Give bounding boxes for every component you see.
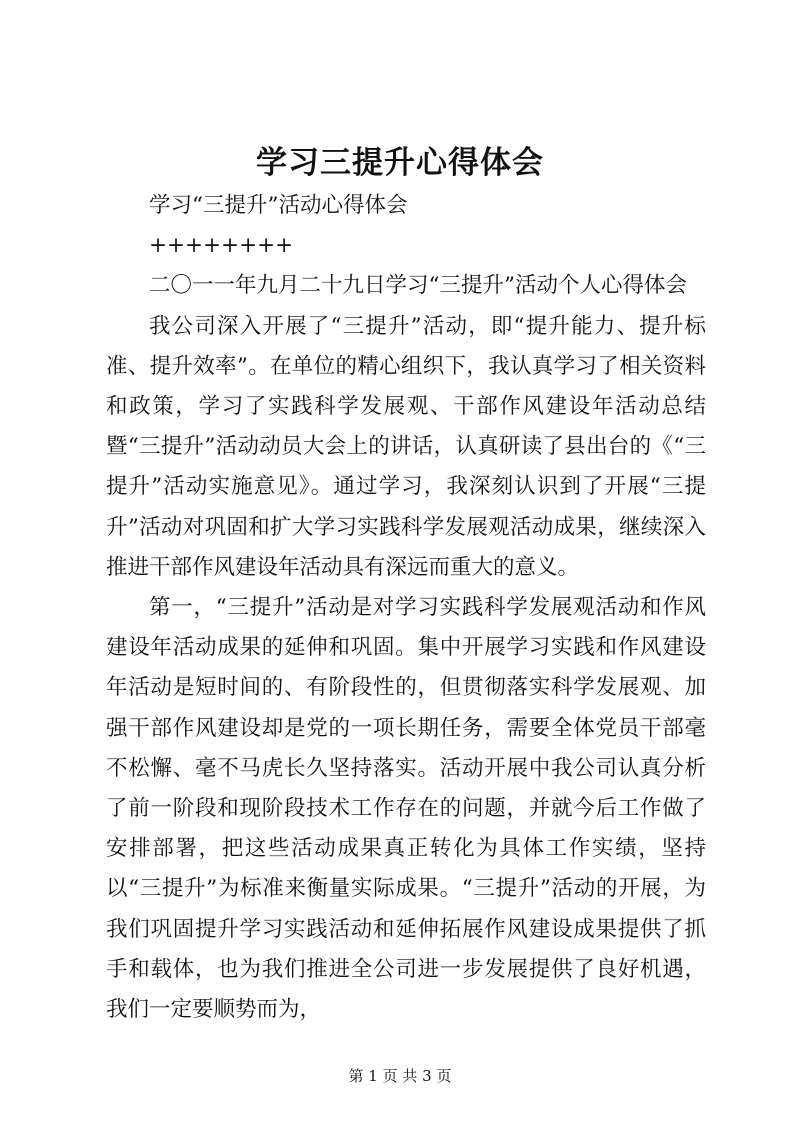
document-body <box>106 186 706 1030</box>
body-paragraph: 我公司深入开展了“三提升”活动，即“提升能力、提升标准、提升效率”。在单位的精心组织下，我认真学习了相关资料和政策，学习了实践科学发展观、干部作风建设年活动总结暨“三提升”活动动员大会上的讲话，认真研读了县出台的《“三提升”活动实施意见》。通过学习，我深刻认识到了开展“三提升”活动对巩固和扩大学习实践科学发展观活动成果，继续深入推进干部作风建设年活动具有深远而重大的意义。 <box>106 313 706 580</box>
separator-paragraph: ++++++++ <box>149 233 294 259</box>
subtitle-paragraph: 学习“三提升”活动心得体会 <box>149 193 408 218</box>
document-title: 学习三提升心得体会 <box>256 145 544 181</box>
date-heading-paragraph: 二〇一一年九月二十九日学习“三提升”活动个人心得体会 <box>149 273 687 299</box>
page-indicator: 第 1 页 共 3 页 <box>348 1067 452 1085</box>
body-paragraph: 第一，“三提升”活动是对学习实践科学发展观活动和作风建设年活动成果的延伸和巩固。集中开展学习实践和作风建设年活动是短时间的、有阶段性的，但贯彻落实科学发展观、加强干部作风建设却是党的一项长期任务，需要全体党员干部毫不松懈、毫不马虎长久坚持落实。活动开展中我公司认真分析了前一阶段和现阶段技术工作存在的问题，并就今后工作做了安排部署，把这些活动成果真正转化为具体工作实绩，坚持以“三提升”为标准来衡量实际成果。“三提升”活动的开展，为我们巩固提升学习实践活动和延伸拓展作风建设成果提供了抓手和载体，也为我们推进全公司进一步发展提供了良好机遇，我们一定要顺势而为， <box>106 595 706 1023</box>
